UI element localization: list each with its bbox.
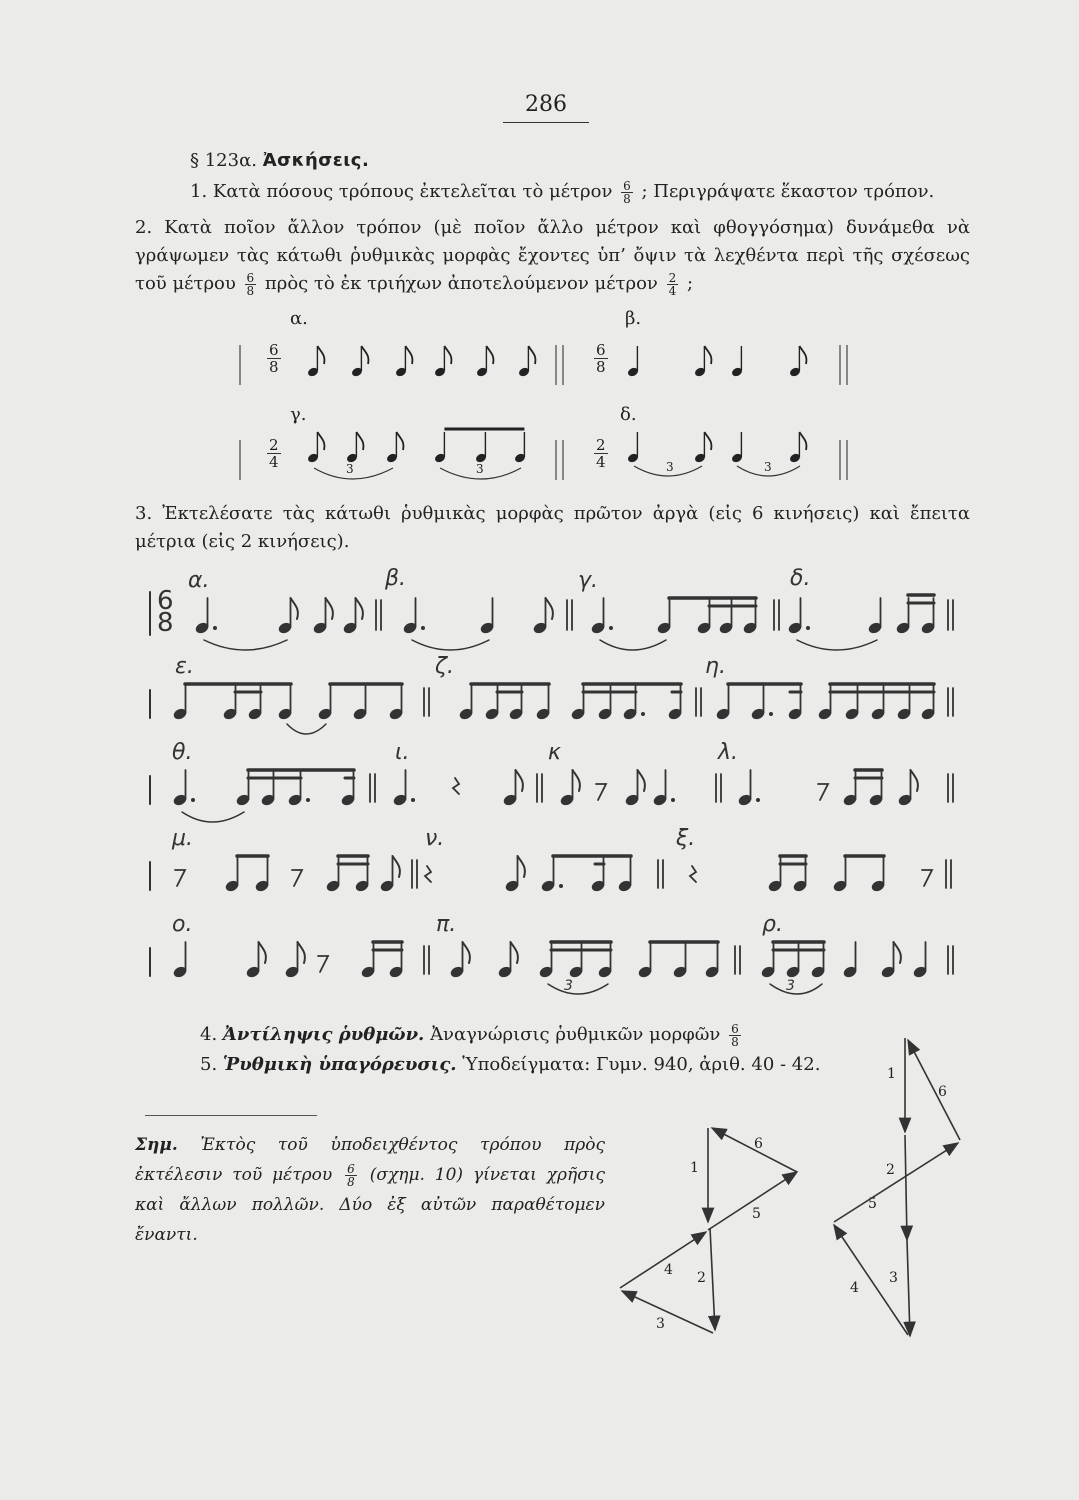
q2-text-end: ; [686, 273, 694, 294]
ex3-label-a: α. [188, 568, 210, 593]
ex2-time-a: $\frac{6}{8}$ [269, 341, 279, 376]
footnote-text-end: (σχημ. 10) γίνεται χρῆσις καὶ ἄλλων πολλῶν. Δύο ἐξ αὐτῶν παραθέτομεν ἔναντι. [135, 1165, 605, 1245]
item-4-title: Ἀντίληψις ῥυθμῶν. [222, 1024, 425, 1045]
item-5-text: Ὑποδείγματα: Γυμν. 940, ἀριθ. 40 - 42. [462, 1054, 821, 1075]
q2-text-mid: πρὸς τὸ ἐκ τριήχων ἀποτελούμενον μέτρον [264, 273, 658, 294]
footnote-label: Σημ. [135, 1135, 178, 1155]
diagram-right-2: 2 [886, 1162, 895, 1178]
ex3-label-r: ρ. [762, 912, 783, 937]
q1-fraction: $\frac{6}{8}$ [623, 178, 631, 206]
section-title: Ἀσκήσεις. [262, 150, 370, 171]
ex3-label-m: μ. [172, 826, 193, 851]
ex2-time-d: $\frac{2}{4}$ [596, 436, 606, 471]
diagram-left-5: 5 [752, 1206, 761, 1222]
q1-text-end: ; Περιγράψατε ἕκαστον τρόπον. [641, 181, 935, 202]
q2-fraction-2: $\frac{2}{4}$ [668, 270, 677, 298]
ex3-label-d: δ. [790, 566, 811, 591]
conducting-diagram-right [834, 1038, 960, 1336]
diagram-right-4: 4 [850, 1280, 859, 1296]
ex3-label-b: β. [385, 566, 407, 591]
ex3-triplet-2: 3 [786, 978, 795, 994]
ex3-label-p: π. [436, 912, 457, 937]
item-5-number: 5. [200, 1054, 218, 1075]
q1-text: 1. Κατὰ πόσους τρόπους ἐκτελεῖται τὸ μέτρον [190, 181, 613, 202]
ex3-label-h: η. [705, 654, 726, 679]
ex2-time-c: $\frac{2}{4}$ [269, 436, 279, 471]
q2-fraction-1: $\frac{6}{8}$ [246, 270, 255, 298]
diagram-right-6: 6 [938, 1084, 947, 1100]
ex2-triplet-1: 3 [346, 462, 354, 476]
diagram-left-3: 3 [656, 1316, 665, 1332]
ex2-triplet-4: 3 [764, 460, 772, 474]
exercise-3-notation [150, 586, 953, 994]
ex2-label-a: α. [290, 308, 308, 329]
ex3-label-z: ζ. [435, 654, 454, 679]
diagram-right-5: 5 [868, 1196, 877, 1212]
ex2-triplet-3: 3 [666, 460, 674, 474]
diagram-right-1: 1 [887, 1066, 896, 1082]
conducting-diagram-left [620, 1128, 797, 1333]
ex3-label-th: θ. [172, 740, 193, 765]
diagram-right-3: 3 [889, 1270, 898, 1286]
page-number: 286 [525, 92, 567, 117]
section-number: § 123α. [190, 150, 257, 171]
ex3-label-o: ο. [172, 912, 193, 937]
item-5-title: Ῥυθμικὴ ὑπαγόρευσις. [222, 1054, 457, 1075]
question-3: 3. Ἐκτελέσατε τὰς κάτωθι ῥυθμικὰς μορφὰς πρῶτον ἀργὰ (εἰς 6 κινήσεις) καὶ ἔπειτα μέτρια (εἰς 2 κινήσεις). [135, 503, 970, 552]
exercise-2-notation [240, 345, 847, 480]
ex3-time-num: 6 [157, 586, 174, 616]
ex2-triplet-2: 3 [476, 462, 484, 476]
item-4-number: 4. [200, 1024, 218, 1045]
diagram-left-2: 2 [697, 1270, 706, 1286]
ex3-label-l: λ. [718, 740, 739, 765]
ex2-label-c: γ. [290, 404, 307, 425]
ex3-label-x: ξ. [676, 826, 696, 851]
ex2-time-b: $\frac{6}{8}$ [596, 341, 606, 376]
ex3-label-k: κ [548, 740, 561, 765]
ex3-label-n: ν. [425, 826, 445, 851]
footnote-fraction: $\frac{6}{8}$ [347, 1162, 355, 1189]
item-4-text: Ἀναγνώρισις ῥυθμικῶν μορφῶν [430, 1024, 721, 1045]
ex3-time-den: 8 [157, 608, 174, 638]
ex2-label-b: β. [625, 308, 642, 329]
ex3-label-e: ε. [175, 654, 194, 679]
ex3-label-c: γ. [578, 568, 599, 593]
ex3-label-i: ι. [395, 740, 410, 765]
diagram-left-1: 1 [690, 1160, 699, 1176]
diagram-left-6: 6 [754, 1136, 763, 1152]
footnote-text: Ἐκτὸς τοῦ ὑποδειχθέντος τρόπου πρὸς ἐκτέλεσιν τοῦ μέτρου [135, 1135, 605, 1185]
q2-text: 2. Κατὰ ποῖον ἄλλον τρόπον (μὲ ποῖον ἄλλο μέτρον καὶ φθογγόσημα) δυνάμεθα νὰ γράψωμεν τὰς κάτωθι ῥυθμικὰς μορφὰς ἔχοντες ὑπ’ ὄψιν τὰ λεχθέντα περὶ τῆς σχέσεως τοῦ μέτρου [135, 217, 970, 294]
diagram-left-4: 4 [664, 1262, 673, 1278]
ex2-label-d: δ. [620, 404, 637, 425]
item-4-fraction: $\frac{6}{8}$ [731, 1021, 739, 1049]
ex3-triplet-1: 3 [564, 978, 573, 994]
